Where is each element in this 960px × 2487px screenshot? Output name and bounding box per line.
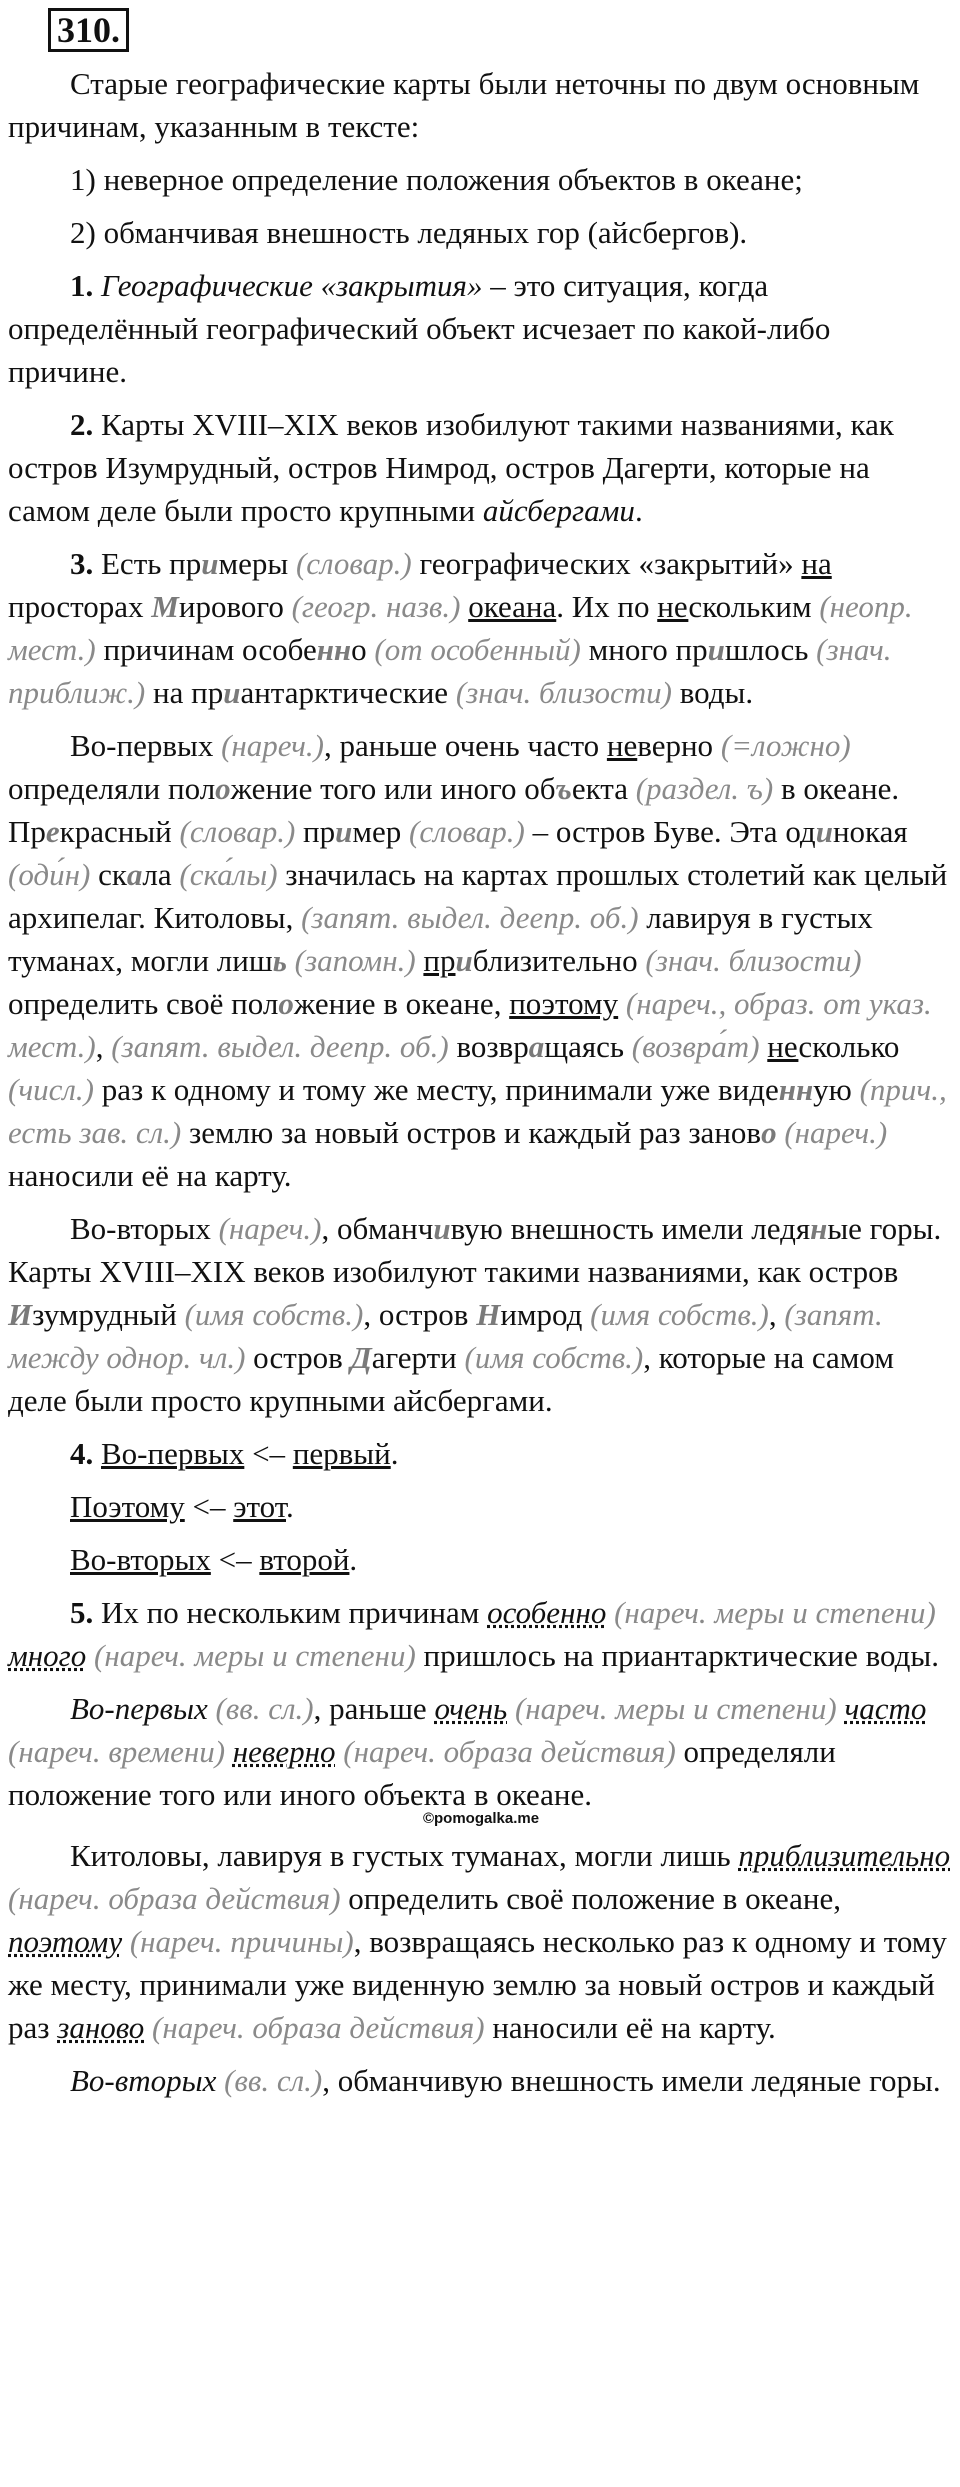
text-run [287,943,295,978]
text-run: ирового [178,589,292,624]
text-run: наносили её на карту. [484,2010,776,2045]
marked-letter: нн [316,632,352,667]
text-run: просторах [8,589,152,624]
text-run: агерти [371,1340,465,1375]
answer-4-line-3 [8,1538,954,1581]
text-run: , возвращаясь несколько раз к одному и тому же месту, принимали уже виденную землю за новый остров и каждый раз [8,1924,947,2045]
answer-3-paragraph-1 [8,542,954,714]
text-run: , [768,1297,785,1332]
text-run: антарктические [240,675,456,710]
grammar-note: (прич., есть зав. сл.) [8,1072,947,1150]
text-run: . Их по [556,589,658,624]
marked-letter: и [455,943,473,978]
text-run [507,1691,515,1726]
grammar-note: (нареч.) [784,1115,888,1150]
marked-letter: ь [272,943,287,978]
grammar-note: (от особенный) [374,632,581,667]
marked-letter: Д [350,1340,372,1375]
grammar-note: (словар.) [179,814,296,849]
grammar-note: (знач. близости) [645,943,862,978]
answer-5-paragraph-1 [8,1591,954,1677]
text-run: , которые на самом деле были просто крупными айсбергами. [8,1340,894,1418]
italic-word: Во-вторых [70,2063,217,2098]
text-run: много пр [580,632,708,667]
text-run: определяли положение того или иного объекта в океане. [8,1734,836,1812]
derived-word: Во-первых [101,1436,245,1471]
text-run [86,1638,94,1673]
marked-word: неверно [232,1734,336,1769]
marked-letter: нн [778,1072,814,1107]
grammar-note: (нареч. образа действия) [152,2010,485,2045]
text-run: жение в океане, [293,986,510,1021]
grammar-note: (нареч. меры и степени) [514,1691,837,1726]
answer-3-text-2 [8,728,947,1193]
source-word: первый [292,1436,391,1471]
marked-letter: ъ [555,771,572,806]
text-run: пр [295,814,336,849]
text-run [122,1924,130,1959]
line-end: . [349,1542,358,1577]
text-run: лавируя в густых туманах, могли лиш [8,900,873,978]
text-run: нокая [832,814,908,849]
answer-4-line-1 [8,1432,954,1475]
text-run: определяли пол [8,771,216,806]
marked-letter: И [8,1297,33,1332]
intro-item-2: 2) обманчивая внешность ледяных гор (айсбергов). [70,215,748,250]
text-run: остров [245,1340,351,1375]
text-run: , раньше очень часто [324,728,607,763]
marked-letter: а [126,857,143,892]
answer-2-number: 2. [70,407,94,442]
text-run: вую внешность имели ледя [450,1211,811,1246]
text-run: мер [352,814,410,849]
answer-5-paragraph-4 [8,2059,954,2102]
derived-word: Во-вторых [70,1542,211,1577]
grammar-note: (вв. сл.) [224,2063,323,2098]
grammar-note: (нареч. образа действия) [8,1881,341,1916]
text-run: меры [218,546,296,581]
text-run: наносили её на карту. [8,1158,292,1193]
grammar-note: (нареч. образа действия) [343,1734,676,1769]
grammar-note: (имя собств.) [464,1340,644,1375]
marked-word: заново [57,2010,145,2045]
answer-5-text-1 [8,1595,939,1673]
line-end: . [286,1489,294,1524]
text-run: шлось [724,632,817,667]
text-run: землю за новый остров и каждый раз занов [181,1115,762,1150]
text-run: красный [59,814,180,849]
text-run: , остров [363,1297,477,1332]
answer-1-number: 1. [70,268,94,303]
marked-letter: и [815,814,833,849]
text-run: на пр [145,675,224,710]
grammar-note: (запят. выдел. деепр. об.) [111,1029,449,1064]
underlined-morpheme: на [801,546,832,581]
text-run: воды. [672,675,754,710]
grammar-note: (геогр. назв.) [291,589,461,624]
marked-letter: о [278,986,294,1021]
text-run: географических «закрытий» [411,546,802,581]
grammar-note: (нареч.) [218,1211,322,1246]
text-run: ые горы. Карты XVIII–XIX веков изобилуют такими названиями, как остров [8,1211,942,1289]
text-run: Есть пр [93,546,202,581]
answer-4-line-2 [8,1485,954,1528]
marked-letter: М [151,589,179,624]
underlined-morpheme: не [657,589,689,624]
marked-letter: и [201,546,219,581]
text-run: екта [571,771,636,806]
text-run: определить своё пол [8,986,279,1021]
grammar-note: (ска́лы) [179,857,278,892]
source-word: этот [233,1489,286,1524]
answer-5-paragraph-3 [8,1834,954,2049]
grammar-note: (словар.) [295,546,412,581]
answer-1-term: Географические «закрытия» [101,268,483,303]
text-run [144,2010,152,2045]
text-run: раз к одному и тому же месту, принимали уже виде [93,1072,779,1107]
answer-1-text: – это ситуация, когда определённый географический объект исчезает по какой-либо причине. [8,268,831,389]
source-word: второй [259,1542,350,1577]
grammar-note: (имя собств.) [184,1297,364,1332]
answer-3-text-3 [8,1211,941,1418]
grammar-note: (имя собств.) [590,1297,769,1332]
text-run: определить своё положение в океане, [340,1881,841,1916]
underlined-morpheme: не [606,728,638,763]
text-run [606,1595,614,1630]
marked-letter: и [335,814,353,849]
grammar-note: (оди́н) [8,857,91,892]
marked-word: приблизительно [738,1838,951,1873]
italic-word: Во-первых [70,1691,208,1726]
intro-item-1: 1) неверное определение положения объектов в океане; [70,162,803,197]
underlined-morpheme: пр [423,943,456,978]
text-run: в океане. Пр [8,771,900,849]
text-run: Во-вторых [70,1211,219,1246]
answer-2 [8,403,954,532]
answer-1 [8,264,954,393]
marked-letter: н [810,1211,828,1246]
text-run: ую [813,1072,860,1107]
grammar-note: (нареч. времени) [8,1734,226,1769]
intro-paragraph: Старые географические карты были неточны по двум основным причинам, указанным в тексте: [8,66,920,144]
task-number: 310. [48,8,129,52]
text-run: пришлось на приантарктические воды. [415,1638,939,1673]
text-run: скольким [688,589,820,624]
text-run: причинам особе [95,632,317,667]
text-run: ла [142,857,180,892]
answer-5-number: 5. [70,1595,94,1630]
grammar-note: (нареч. причины) [129,1924,354,1959]
marked-letter: и [223,675,241,710]
text-run: щаясь [544,1029,632,1064]
grammar-note: (возвра́т) [631,1029,760,1064]
text-run: Во-первых [70,728,222,763]
answer-2-word: айсбергами [482,493,635,528]
grammar-note: (знач. близости) [455,675,672,710]
marked-letter: е [45,814,60,849]
grammar-note: (знач. приближ.) [8,632,892,710]
text-run: о [351,632,375,667]
answer-5-text-3 [8,1838,950,2045]
text-run: верно [637,728,721,763]
underlined-morpheme: не [767,1029,799,1064]
marked-letter: а [528,1029,545,1064]
text-run: зумрудный [32,1297,185,1332]
grammar-note: (неопр. мест.) [8,589,913,667]
grammar-note: (нареч. меры и степени) [614,1595,936,1630]
text-run: , обманчивую внешность имели ледяные горы. [322,2063,941,2098]
grammar-note: (раздел. ъ) [635,771,774,806]
grammar-note: (числ.) [8,1072,94,1107]
text-run: ск [90,857,127,892]
answer-3-paragraph-2 [8,724,954,1197]
answer-2-text: Карты XVIII–XIX веков изобилуют такими названиями, как остров Изумрудный, остров Нимрод, остров Дагерти, которые на самом деле были просто крупными [8,407,894,528]
text-run: значилась на картах прошлых столетий как целый архипелаг. Китоловы, [8,857,948,935]
answer-5-text-2 [8,1691,926,1812]
text-run: Их по нескольким причинам [93,1595,488,1630]
answer-5-paragraph-2 [8,1687,954,1816]
marked-letter: и [707,632,725,667]
text-run: , обманч [321,1211,434,1246]
watermark: ©pomogalka.me [422,1810,540,1827]
marked-letter: и [433,1211,451,1246]
grammar-note: (запят. выдел. деепр. об.) [301,900,639,935]
answer-3-number: 3. [70,546,94,581]
grammar-note: (нареч. меры и степени) [94,1638,416,1673]
grammar-note: (нареч.) [221,728,324,763]
answer-2-end: . [634,493,643,528]
grammar-note: (запят. между однор. чл.) [8,1297,883,1375]
marked-word: часто [844,1691,927,1726]
text-run: близительно [472,943,646,978]
text-run: сколько [798,1029,900,1064]
marked-word: особенно [487,1595,607,1630]
marked-word: много [8,1638,87,1673]
text-run: , раньше [313,1691,435,1726]
text-run: жение того или иного об [230,771,556,806]
answer-4-number: 4. [70,1436,94,1471]
text-run [225,1734,233,1769]
marked-letter: о [215,771,231,806]
marked-letter: Н [476,1297,501,1332]
derivation-arrow: <– [184,1489,234,1524]
text-run [216,2063,224,2098]
marked-word: поэтому [8,1924,123,1959]
marked-letter: о [761,1115,777,1150]
grammar-note: (нареч., образ. от указ. мест.) [8,986,932,1064]
line-end: . [390,1436,399,1471]
derivation-arrow: <– [210,1542,260,1577]
grammar-note: (запомн.) [294,943,416,978]
derived-word: Поэтому [70,1489,185,1524]
text-run: , [95,1029,112,1064]
grammar-note: (=ложно) [720,728,851,763]
text-run: – остров Буве. Эта од [524,814,816,849]
answer-3-paragraph-3 [8,1207,954,1422]
marked-word: очень [434,1691,508,1726]
text-run [618,986,626,1021]
answer-3-text-1 [8,546,913,710]
grammar-note: (словар.) [409,814,525,849]
text-run: Китоловы, лавируя в густых туманах, могли лишь [70,1838,739,1873]
text-run: имрод [500,1297,591,1332]
text-run: возвр [448,1029,529,1064]
grammar-note: (вв. сл.) [215,1691,314,1726]
underlined-morpheme: океана [468,589,557,624]
derivation-arrow: <– [244,1436,293,1471]
answer-5-text-4 [70,2063,941,2098]
underlined-morpheme: поэтому [509,986,619,1021]
